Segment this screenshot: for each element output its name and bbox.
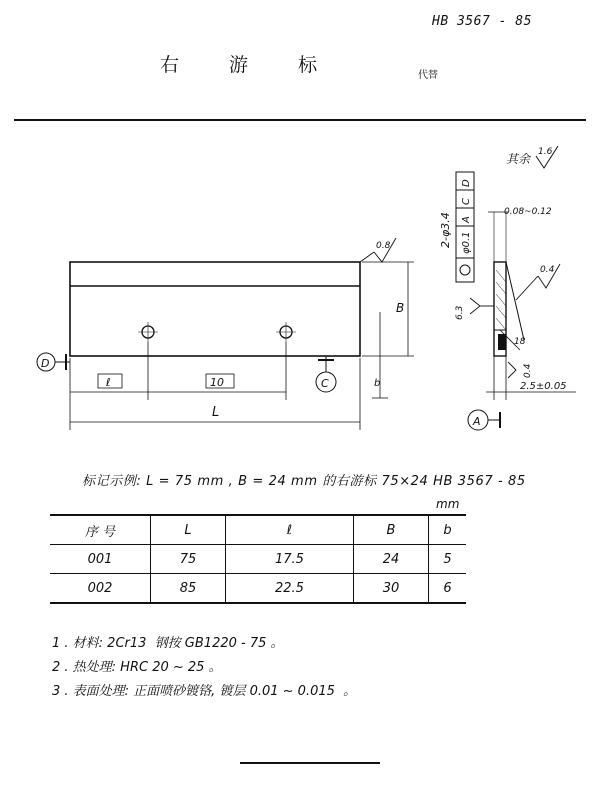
roughness-side-value: 0.4 bbox=[540, 265, 555, 275]
dimension-thickness-label: 2.5±0.05 bbox=[520, 381, 567, 392]
technical-drawing bbox=[0, 130, 600, 450]
cell-B: 30 bbox=[353, 574, 428, 604]
cell-B: 24 bbox=[353, 545, 428, 574]
dimension-l-label: ℓ bbox=[106, 376, 111, 389]
cell-b: 6 bbox=[428, 574, 466, 604]
hole-callout: 2-φ3.4 bbox=[439, 212, 452, 248]
roughness-top-value: 0.8 bbox=[376, 241, 391, 251]
note-surface-treatment: 3 . 表面处理: 正面喷砂镀铬, 镀层 0.01 ~ 0.015 。 bbox=[52, 684, 357, 699]
cell-L: 85 bbox=[151, 574, 226, 604]
cell-seq: 001 bbox=[50, 545, 151, 574]
dimension-10-label: 10 bbox=[210, 376, 224, 389]
cell-l: 22.5 bbox=[225, 574, 353, 604]
tol-datum-D: D bbox=[461, 179, 472, 187]
header-seq: 序 号 bbox=[50, 515, 151, 545]
datum-C-label: C bbox=[321, 377, 329, 390]
dimension-B-label: B bbox=[396, 301, 405, 315]
position-tolerance-frame bbox=[456, 172, 474, 282]
roughness-value-main: 1.6 bbox=[538, 147, 553, 157]
roughness-small-value: 0.4 bbox=[523, 363, 533, 378]
standard-number: HB 3567 - 85 bbox=[432, 14, 532, 29]
replaces-label: 代替 bbox=[418, 70, 438, 81]
dimension-L-label: L bbox=[212, 405, 220, 420]
roughness-edge-value: 6.3 bbox=[455, 305, 465, 320]
header-l: ℓ bbox=[225, 515, 353, 545]
datum-A-label: A bbox=[473, 415, 481, 428]
cell-L: 75 bbox=[151, 545, 226, 574]
footer-divider bbox=[240, 762, 380, 764]
table-header-row bbox=[50, 515, 466, 545]
header-b: b bbox=[428, 515, 466, 545]
note-material: 1 . 材料: 2Cr13 钢按 GB1220 - 75 。 bbox=[52, 636, 284, 651]
header-divider bbox=[14, 119, 586, 121]
technical-notes bbox=[52, 632, 356, 704]
dimension-range: 0.08~0.12 bbox=[504, 207, 552, 217]
table-row bbox=[50, 574, 466, 604]
dimension-table bbox=[50, 514, 466, 604]
side-view bbox=[488, 212, 524, 356]
table-row bbox=[50, 545, 466, 574]
cell-seq: 002 bbox=[50, 574, 151, 604]
dimension-b-label: b bbox=[374, 378, 381, 389]
tol-datum-A: A bbox=[461, 216, 472, 223]
roughness-symbol-small bbox=[508, 362, 516, 378]
cell-b: 5 bbox=[428, 545, 466, 574]
front-view bbox=[70, 262, 360, 356]
roughness-other-label: 其余 bbox=[506, 152, 531, 166]
header-B: B bbox=[353, 515, 428, 545]
cell-l: 17.5 bbox=[225, 545, 353, 574]
dimension-B bbox=[362, 262, 414, 356]
roughness-symbol-edge bbox=[470, 298, 494, 314]
tol-datum-C: C bbox=[461, 198, 472, 205]
document-title: 右 游 标 bbox=[160, 54, 340, 76]
marking-example: 标记示例: L = 75 mm , B = 24 mm 的右游标 75×24 HB 3567 - 85 bbox=[82, 474, 526, 489]
note-heat-treatment: 2 . 热处理: HRC 20 ~ 25 。 bbox=[52, 660, 222, 675]
header-L: L bbox=[151, 515, 226, 545]
table-unit: mm bbox=[436, 497, 460, 511]
dimension-18: 18 bbox=[514, 337, 526, 347]
tol-value: φ0.1 bbox=[461, 231, 472, 254]
datum-D-label: D bbox=[41, 357, 50, 370]
